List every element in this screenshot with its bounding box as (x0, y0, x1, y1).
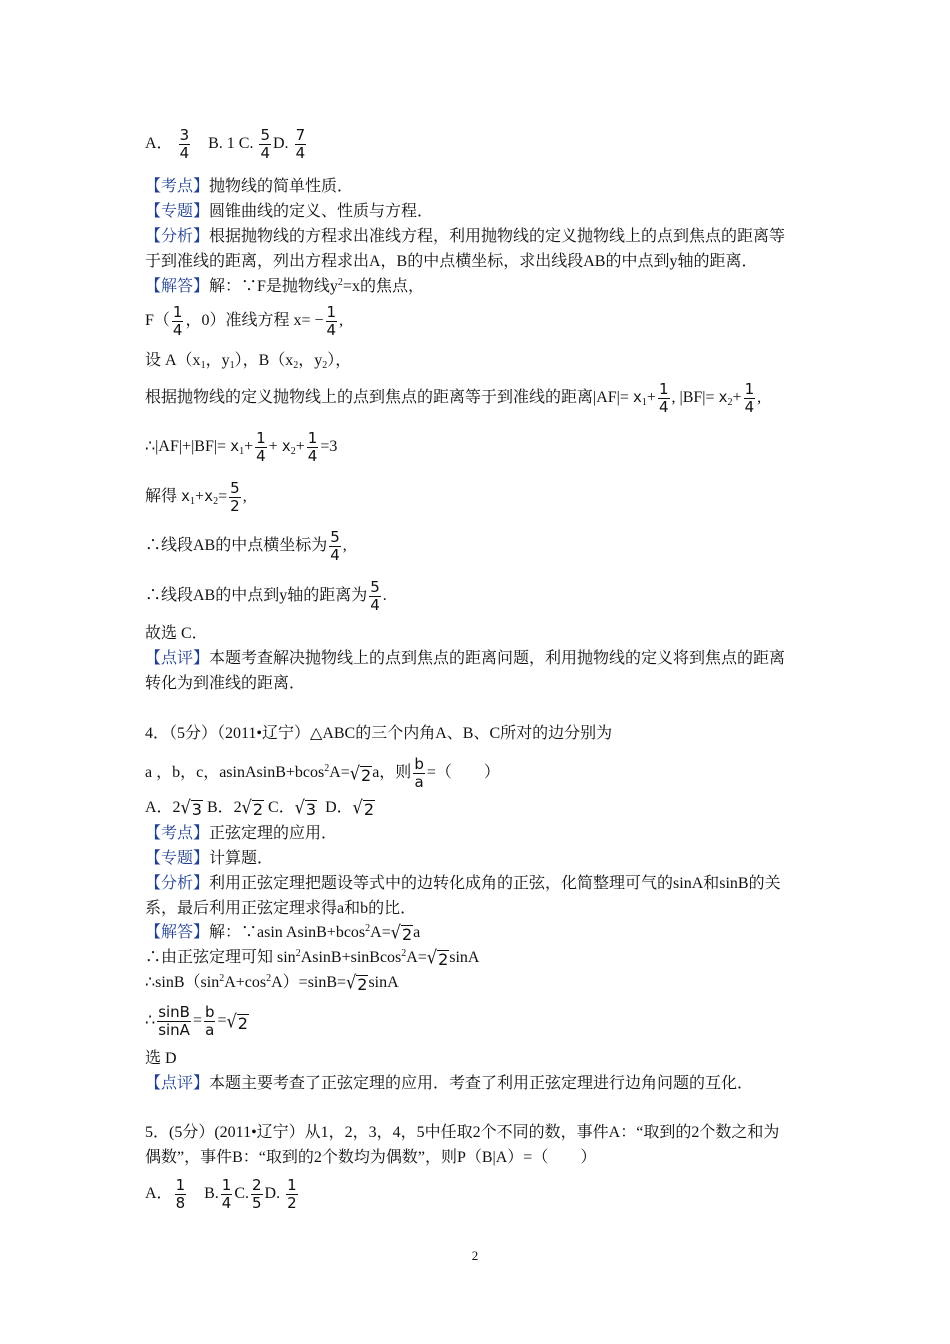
q4-header: 4．（5分）（2011•辽宁）△ABC的三个内角A、B、C所对的边分别为 (145, 725, 613, 742)
q3-jieda: 【解答】解：∵F是抛物线$y^2=x$的焦点， (145, 277, 424, 295)
q3-fenxi: 【分析】根据抛物线的方程求出准线方程，利用抛物线的定义抛物线上的点到焦点的距离等 (145, 228, 786, 245)
q4-dianping: 【点评】本题主要考查了正弦定理的应用．考查了利用正弦定理进行边角问题的互化． (145, 1075, 754, 1092)
q3-dianping: 【点评】本题考查解决抛物线上的点到焦点的距离问题，利用抛物线的定义将到焦点的距离 (145, 650, 786, 667)
q3-midpoint: ∴线段AB的中点横坐标为 $\frac{5}{4}$ , (145, 528, 347, 564)
q4-jieda: 【解答】解：∵asin AsinB+bcos$^2$A= √ 2 a (145, 921, 421, 945)
q4-zhuanti: 【专题】计算题． (145, 850, 274, 867)
q4-fenxi-cont: 系，最后利用正弦定理求得a和b的比． (145, 900, 417, 917)
q3-choose: 故选 C． (145, 625, 208, 642)
q5-stem: 5．(5分）(2011•辽宁）从1，2，3，4，5中任取2个不同的数，事件A：“取到的2个数之和为 (145, 1124, 780, 1141)
q3-sum: ∴|AF|+|BF|= $x_1+$ $\frac{1}{4}$ + $x_2+$ $\frac{1}{4}$ =3 (145, 429, 338, 465)
q3-distance: ∴线段AB的中点到y轴的距离为 $\frac{5}{4}$ . (145, 578, 387, 614)
q3-focus: F（ $\frac{1}{4}$ ，0）准线方程 x= − $\frac{1}{4}$ , (145, 303, 344, 339)
q4-condition: a ，b，c，asinAsinB+bcos$^2$A= √ 2 a，则 $\frac{b}{a}$ =（ ） (145, 755, 500, 791)
q3-option-a-fraction: $\frac{3}{4}$ (179, 126, 190, 162)
q4-step2: $\therefore\sin B(\sin^2A+\cos^2A)=\sin B=$ √ 2 sinA (145, 971, 399, 995)
page-number: 2 (471, 1248, 479, 1263)
q5-stem-cont: 偶数”，事件B：“取到的2个数均为偶数”，则P（B|A）=（ ） (145, 1149, 597, 1166)
q3-option-c-fraction: $\frac{5}{4}$ (260, 126, 270, 162)
q4-fenxi: 【分析】利用正弦定理把题设等式中的边转化成角的正弦，化简整理可气的sinA和sinB的关 (145, 875, 781, 892)
q4-choose: 选 D (145, 1050, 177, 1067)
q5-options: A． $\frac{1}{8}$ B. $\frac{1}{4}$ C. $\frac{2}{5}$ D. $\frac{1}{2}$ (145, 1176, 297, 1212)
q3-kaodian: 【考点】抛物线的简单性质． (145, 178, 354, 195)
q3-set-points: 设 $A(x_1$，$y_1$），$B(x_2$，$y_2$）， (145, 352, 352, 371)
q4-ratio: ∴ $\frac{\sin B}{\sin A}$ = $\frac{b}{a}$ = √ 2 (145, 1003, 248, 1039)
q4-options: A．2 √ 3 B．2 √ 2 C． √ 3 D． √ 2 (145, 796, 375, 820)
q3-zhuanti: 【专题】圆锥曲线的定义、性质与方程． (145, 203, 434, 220)
q3-option-d-fraction: $\frac{7}{4}$ (295, 126, 306, 162)
q4-kaodian: 【考点】正弦定理的应用． (145, 825, 338, 842)
q3-definition: 根据抛物线的定义抛物线上的点到焦点的距离等于到准线的距离$|AF|= x_1+$ $\frac{1}{4}$ , $|BF|= x_2+$ $\frac{1}{4}$ , (145, 380, 762, 416)
q3-fenxi-cont: 于到准线的距离，列出方程求出A，B的中点横坐标，求出线段AB的中点到y轴的距离． (145, 253, 758, 270)
q3-solve: 解得 $x_1+x_2=$ $\frac{5}{2}$ , (145, 479, 247, 515)
q3-dianping-cont: 转化为到准线的距离． (145, 675, 306, 692)
q3-options: A． $\frac{3}{4}$ B. 1 C. $\frac{5}{4}$ D. $\frac{7}{4}$ (145, 126, 306, 162)
q4-step1: ∴由正弦定理可知 $\sin^2AsinB+sinBcos^2A=$ √ 2 sinA (145, 946, 480, 970)
